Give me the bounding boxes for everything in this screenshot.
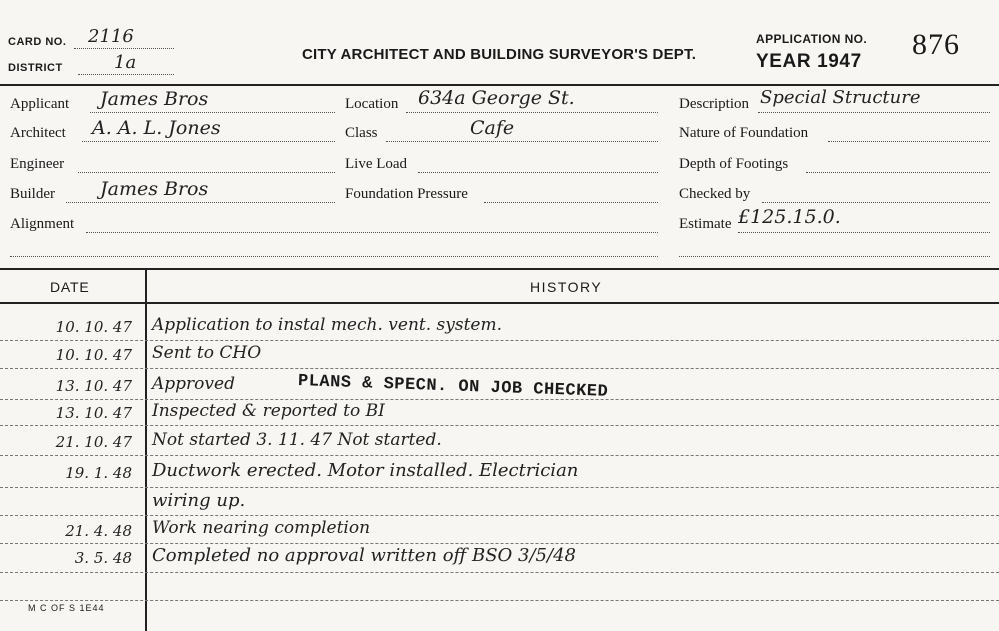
row-date: 13. 10. 47 (55, 404, 132, 422)
description-label: Description (679, 96, 749, 112)
row-history: Work nearing completion (152, 518, 371, 538)
row-history: wiring up. (152, 490, 246, 511)
department-title: CITY ARCHITECT AND BUILDING SURVEYOR'S DEPT. (302, 46, 697, 63)
checked-by-label: Checked by (679, 186, 751, 202)
estimate-line (738, 232, 990, 233)
date-column-divider (145, 268, 147, 631)
foundation-pressure-line (484, 202, 658, 203)
architect-line (82, 141, 335, 142)
live-load-line (418, 172, 658, 173)
row-rule (0, 399, 999, 400)
estimate-line-2 (679, 256, 990, 257)
row-history: Inspected & reported to BI (152, 401, 385, 421)
alignment-line-2 (10, 256, 658, 257)
applicant-line (90, 112, 335, 113)
alignment-label: Alignment (10, 216, 75, 232)
row-rule (0, 455, 999, 456)
applicant-value: James Bros (100, 88, 209, 110)
depth-of-footings-line (806, 172, 990, 173)
row-history: Not started 3. 11. 47 Not started. (152, 430, 442, 450)
applicant-label: Applicant (10, 96, 70, 112)
table-header-rule (0, 302, 999, 304)
estimate-label: Estimate (679, 216, 732, 232)
class-label: Class (345, 125, 378, 141)
row-rule (0, 340, 999, 341)
header-rule (0, 84, 999, 86)
card-no-label: CARD NO. (8, 36, 67, 48)
engineer-label: Engineer (10, 156, 65, 172)
nature-of-foundation-label: Nature of Foundation (679, 125, 809, 141)
row-rule (0, 572, 999, 573)
row-date: 21. 4. 48 (65, 522, 132, 540)
nature-of-foundation-line (828, 141, 990, 142)
district-value: 1a (114, 52, 137, 73)
district-line (78, 74, 174, 75)
row-date: 10. 10. 47 (55, 346, 132, 364)
year-label: YEAR 1947 (756, 51, 862, 72)
location-label: Location (345, 96, 399, 112)
builder-label: Builder (10, 186, 55, 202)
row-history: Ductwork erected. Motor installed. Electrician (152, 460, 579, 481)
description-value: Special Structure (760, 87, 921, 108)
row-date: 3. 5. 48 (74, 549, 132, 567)
row-date: 13. 10. 47 (55, 377, 132, 395)
row-history: Sent to CHO (152, 343, 262, 363)
row-date: 19. 1. 48 (65, 464, 132, 482)
row-history: Completed no approval written off BSO 3/5/48 (152, 545, 576, 566)
row-rule (0, 515, 999, 516)
live-load-label: Live Load (345, 156, 408, 172)
checked-stamp: PLANS & SPECN. ON JOB CHECKED (297, 372, 609, 402)
alignment-line (86, 232, 658, 233)
class-line (386, 141, 658, 142)
estimate-value: £125.15.0. (738, 206, 841, 228)
date-header: DATE (50, 279, 90, 295)
card-no-line (74, 48, 174, 49)
row-date: 10. 10. 47 (55, 318, 132, 336)
form-code: M C OF S 1E44 (28, 603, 105, 613)
class-value: Cafe (470, 117, 515, 139)
location-value: 634a George St. (418, 87, 575, 109)
depth-of-footings-label: Depth of Footings (679, 156, 789, 172)
row-rule (0, 425, 999, 426)
builder-line (66, 202, 335, 203)
row-rule (0, 487, 999, 488)
row-history: Application to instal mech. vent. system. (152, 315, 502, 335)
row-date: 21. 10. 47 (55, 433, 132, 451)
description-line (758, 112, 990, 113)
foundation-pressure-label: Foundation Pressure (345, 186, 468, 202)
row-rule (0, 368, 999, 369)
history-header: HISTORY (530, 279, 603, 295)
builder-value: James Bros (100, 178, 209, 200)
architect-label: Architect (10, 125, 66, 141)
application-no-label: APPLICATION NO. (756, 32, 868, 46)
engineer-line (78, 172, 335, 173)
application-no-value: 876 (912, 28, 960, 61)
card-no-value: 2116 (88, 26, 134, 47)
table-top-rule (0, 268, 999, 270)
checked-by-line (762, 202, 990, 203)
architect-value: A. A. L. Jones (92, 117, 221, 139)
location-line (406, 112, 658, 113)
district-label: DISTRICT (8, 62, 63, 74)
row-rule (0, 543, 999, 544)
row-rule (0, 600, 999, 601)
row-history: Approved (152, 374, 235, 394)
